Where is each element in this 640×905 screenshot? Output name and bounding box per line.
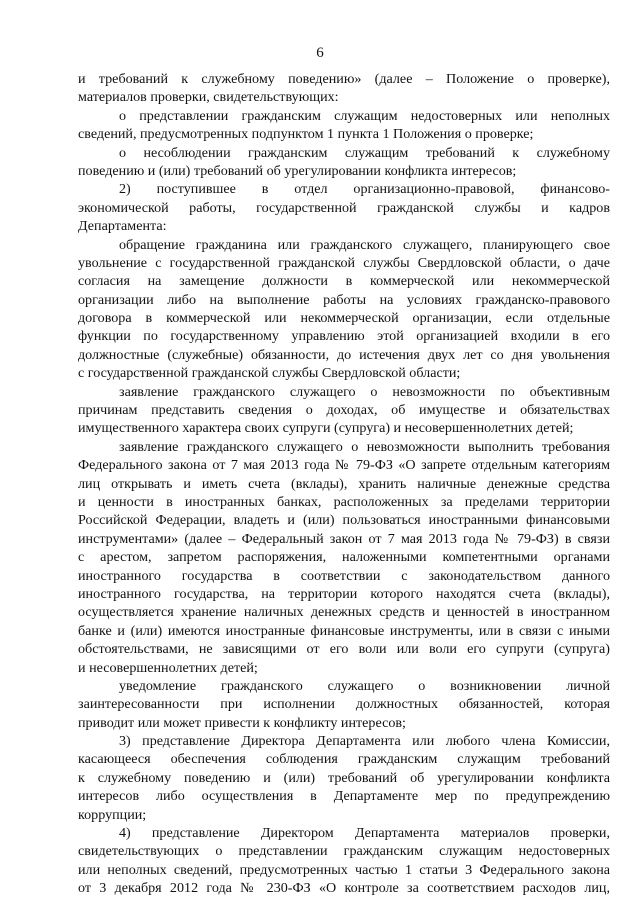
text-line: с государственной гражданской службы Свердловской области; (78, 365, 461, 382)
text-line: интересов либо осуществления в Департаменте мер по предупреждению (78, 788, 610, 805)
text-line: от 3 декабря 2012 года № 230-ФЗ «О контроле за соответствием расходов лиц, (78, 880, 610, 897)
text-line: осуществляется хранение наличных денежных средств и ценностей в иностранном (78, 604, 610, 621)
text-line: обращение гражданина или гражданского служащего, планирующего свое (119, 236, 610, 253)
text-line: о несоблюдении гражданским служащим требований к служебному (119, 144, 610, 161)
text-line: инструментами» (далее – Федеральный закон от 7 мая 2013 года № 79-ФЗ) в связи (78, 530, 610, 547)
text-line: и несовершеннолетних детей; (78, 659, 258, 676)
text-line: договора в коммерческой или некоммерческой организации, если отдельные (78, 310, 610, 327)
text-line: должностные (служебные) обязанности, до истечения двух лет со дня увольнения (78, 346, 610, 363)
page-number: 6 (316, 45, 324, 61)
text-line: функции по государственному управлению этой организацией входили в его (78, 328, 610, 345)
text-line: с арестом, запретом распоряжения, наложенными компетентными органами (78, 549, 610, 566)
text-line: заявление гражданского служащего о невозможности по объективным (119, 383, 610, 400)
text-line: банке и (или) имеются иностранные финансовые инструменты, или в связи с иными (78, 622, 610, 639)
text-line: материалов проверки, свидетельствующих: (78, 89, 339, 106)
text-line: заинтересованности при исполнении должностных обязанностей, которая (78, 696, 610, 713)
text-line: заявление гражданского служащего о невозможности выполнить требования (119, 438, 610, 455)
text-line: экономической работы, государственной гражданской службы и кадров (78, 199, 610, 216)
text-line: увольнение с государственной гражданской службы Свердловской области, о даче (78, 254, 610, 271)
text-line: иностранного государства, на территории которого находятся счета (вклады), (78, 585, 610, 602)
text-line: поведению и (или) требований об урегулировании конфликта интересов; (78, 162, 517, 179)
text-line: лиц открывать и иметь счета (вклады), хранить наличные денежные средства (78, 475, 610, 492)
text-line: касающееся обеспечения соблюдения гражданским служащим требований (78, 751, 610, 768)
document-body-text (78, 70, 610, 898)
text-line: организации либо на выполнение работы на условиях гражданско-правового (78, 291, 610, 308)
text-line: о представлении гражданским служащим недостоверных или неполных (119, 107, 610, 124)
text-line: Федерального закона от 7 мая 2013 года № 79-ФЗ «О запрете отдельным категориям (78, 457, 610, 474)
text-line: к служебному поведению и (или) требований об урегулировании конфликта (78, 769, 610, 786)
text-line: свидетельствующих о представлении гражданским служащим недостоверных (78, 843, 610, 860)
text-line: и ценности в иностранных банках, расположенных за пределами территории (78, 493, 610, 510)
text-line: имущественного характера своих супруги (супруга) и несовершеннолетних детей; (78, 420, 574, 437)
text-line: согласия на замещение должности в коммерческой или некоммерческой (78, 273, 610, 290)
text-line: сведений, предусмотренных подпунктом 1 пункта 1 Положения о проверке; (78, 126, 534, 143)
text-line: и требований к служебному поведению» (далее – Положение о проверке), (78, 71, 610, 87)
text-line: 4) представление Директором Департамента материалов проверки, (119, 825, 610, 842)
text-line: 2) поступившее в отдел организационно-правовой, финансово- (119, 181, 610, 198)
text-line: обстоятельствами, не зависящими от его воли или воли его супруги (супруга) (78, 641, 610, 658)
text-line: коррупции; (78, 806, 147, 823)
text-line: приводит или может привести к конфликту интересов; (78, 714, 406, 731)
text-line: уведомление гражданского служащего о возникновении личной (119, 677, 610, 694)
text-line: или неполных сведений, предусмотренных частью 1 статьи 3 Федерального закона (78, 861, 610, 878)
text-line: Департамента: (78, 218, 167, 235)
text-line: причинам представить сведения о доходах, об имуществе и обязательствах (78, 402, 610, 419)
text-line: Российской Федерации, владеть и (или) пользоваться иностранными финансовыми (78, 512, 610, 529)
text-line: иностранного государства в соответствии с законодательством данного (78, 567, 610, 584)
text-line: 3) представление Директора Департамента или любого члена Комиссии, (119, 733, 610, 750)
